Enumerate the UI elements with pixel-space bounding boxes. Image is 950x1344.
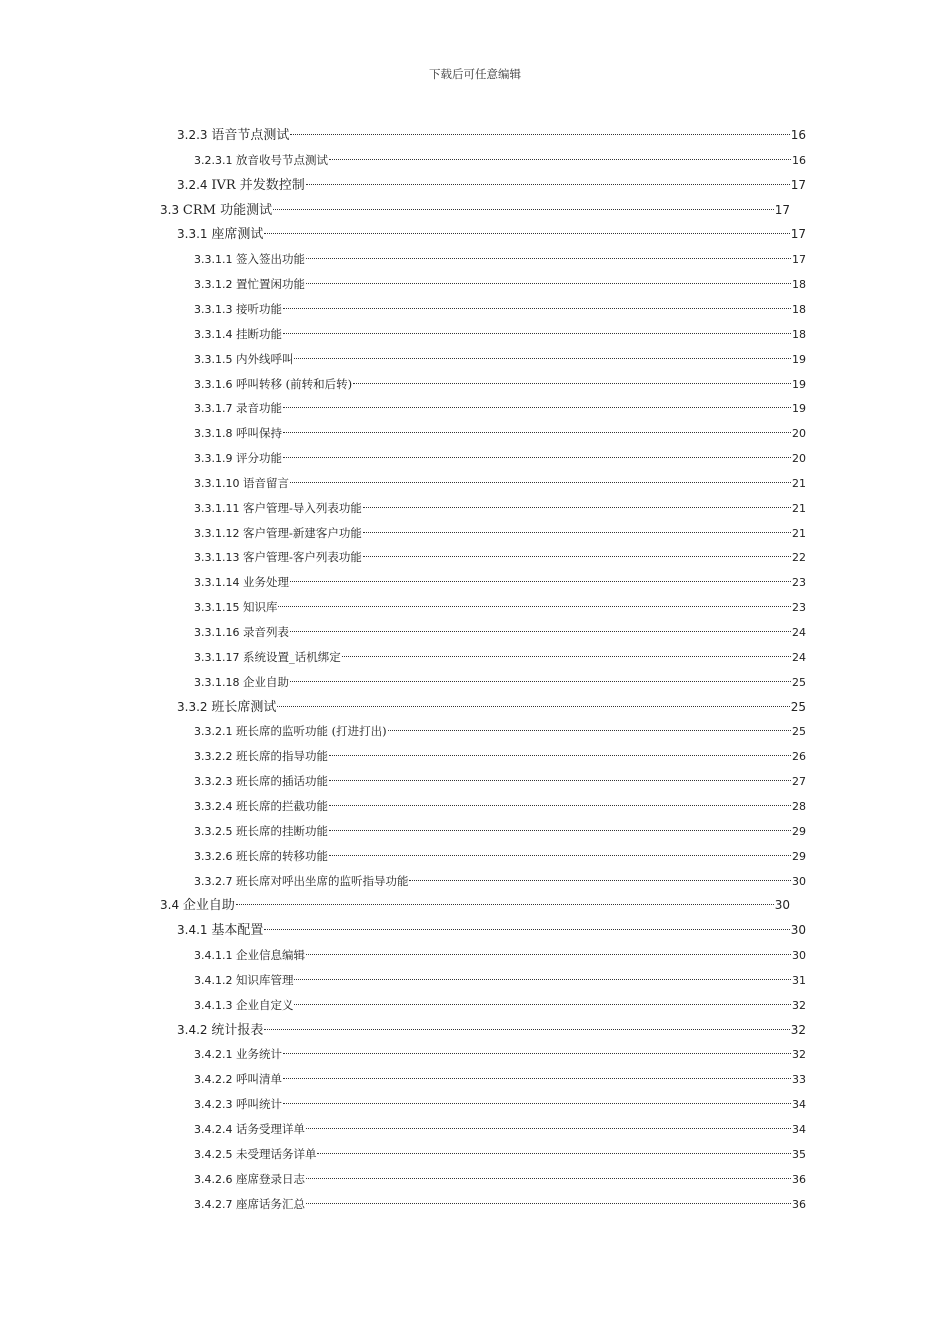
- toc-entry-title: 3.4.2 统计报表: [177, 1022, 264, 1038]
- toc-entry[interactable]: [194, 546, 806, 568]
- toc-entry[interactable]: [194, 870, 806, 892]
- toc-dot-leader: [236, 903, 774, 905]
- toc-entry[interactable]: [194, 323, 806, 345]
- toc-entry-title: 3.3.1.14 业务处理: [194, 575, 289, 590]
- toc-entry[interactable]: [194, 397, 806, 419]
- toc-entry[interactable]: [194, 1193, 806, 1215]
- toc-entry[interactable]: [194, 298, 806, 320]
- toc-entry[interactable]: [194, 522, 806, 544]
- toc-entry-title: 3.3.2.2 班长席的指导功能: [194, 749, 328, 764]
- toc-page-number: 36: [792, 1172, 806, 1186]
- toc-page-number: 31: [792, 973, 806, 987]
- toc-page-number: 17: [774, 202, 790, 217]
- toc-page-number: 32: [790, 1022, 806, 1037]
- toc-entry-title: 3.4.2.7 座席话务汇总: [194, 1196, 305, 1211]
- toc-entry[interactable]: [177, 1019, 806, 1041]
- toc-entry-title: 3.3.1.15 知识库: [194, 600, 278, 615]
- toc-page-number: 24: [792, 650, 806, 664]
- toc-entry[interactable]: [194, 745, 806, 767]
- toc-entry[interactable]: [177, 174, 806, 196]
- toc-page-number: 27: [792, 775, 806, 789]
- toc-dot-leader: [329, 829, 791, 831]
- toc-entry[interactable]: [177, 696, 806, 718]
- toc-page-number: 29: [792, 849, 806, 863]
- toc-dot-leader: [294, 1003, 791, 1005]
- toc-page-number: 32: [792, 998, 806, 1012]
- toc-dot-leader: [264, 232, 789, 234]
- toc-dot-leader: [306, 1127, 791, 1129]
- toc-dot-leader: [294, 978, 791, 980]
- toc-dot-leader: [294, 357, 791, 359]
- toc-entry-title: 3.2.4 IVR 并发数控制: [177, 177, 305, 193]
- toc-entry[interactable]: [194, 944, 806, 966]
- toc-page-number: 17: [790, 227, 806, 242]
- toc-entry-title: 3.4.2.3 呼叫统计: [194, 1097, 282, 1112]
- toc-entry-title: 3.3.1.1 签入签出功能: [194, 252, 305, 267]
- toc-entry[interactable]: [194, 1168, 806, 1190]
- toc-page-number: 16: [792, 153, 806, 167]
- toc-dot-leader: [290, 481, 791, 483]
- page-header: 下载后可任意编辑: [429, 67, 521, 81]
- toc-entry-title: 3.4.1.3 企业自定义: [194, 997, 294, 1012]
- toc-dot-leader: [264, 928, 789, 930]
- toc-entry-title: 3.3.2.6 班长席的转移功能: [194, 848, 328, 863]
- toc-entry[interactable]: [194, 845, 806, 867]
- toc-entry[interactable]: [194, 248, 806, 270]
- toc-entry[interactable]: [194, 422, 806, 444]
- toc-page-number: 16: [790, 128, 806, 142]
- toc-page-number: 35: [792, 1147, 806, 1161]
- toc-page-number: 20: [792, 427, 806, 441]
- toc-entry-title: 3.2.3 语音节点测试: [177, 128, 290, 143]
- toc-entry[interactable]: [194, 1118, 806, 1140]
- toc-page-number: 19: [792, 402, 806, 416]
- toc-dot-leader: [329, 804, 791, 806]
- toc-dot-leader: [290, 580, 791, 582]
- toc-entry-title: 3.3.1.2 置忙置闲功能: [194, 277, 305, 292]
- toc-entry[interactable]: [194, 1043, 806, 1065]
- toc-page-number: 19: [792, 377, 806, 391]
- toc-entry-title: 3.3.1.9 评分功能: [194, 451, 282, 466]
- toc-entry-title: 3.3.2.7 班长席对呼出坐席的监听指导功能: [194, 873, 409, 888]
- toc-dot-leader: [283, 307, 791, 309]
- toc-entry-title: 3.3.1.3 接听功能: [194, 301, 282, 316]
- toc-dot-leader: [278, 605, 791, 607]
- toc-entry[interactable]: [194, 1143, 806, 1165]
- toc-entry[interactable]: [194, 348, 806, 370]
- toc-entry-title: 3.3.1.5 内外线呼叫: [194, 351, 294, 366]
- toc-entry[interactable]: [194, 447, 806, 469]
- toc-dot-leader: [329, 854, 791, 856]
- toc-dot-leader: [306, 257, 791, 259]
- toc-page-number: 36: [792, 1197, 806, 1211]
- toc-entry[interactable]: [177, 919, 806, 941]
- toc-dot-leader: [283, 431, 791, 433]
- toc-entry[interactable]: [194, 969, 806, 991]
- toc-entry-title: 3.4 企业自助: [160, 898, 235, 914]
- toc-entry[interactable]: [194, 1068, 806, 1090]
- toc-page-number: 30: [774, 898, 790, 913]
- toc-entry-title: 3.3.1.4 挂断功能: [194, 326, 282, 341]
- toc-dot-leader: [277, 705, 789, 707]
- toc-page-number: 25: [792, 725, 806, 739]
- toc-entry[interactable]: [177, 223, 806, 245]
- toc-dot-leader: [329, 158, 791, 160]
- toc-dot-leader: [363, 531, 791, 533]
- toc-dot-leader: [363, 555, 791, 557]
- toc-dot-leader: [290, 630, 791, 632]
- toc-entry[interactable]: [194, 720, 806, 742]
- toc-dot-leader: [306, 183, 790, 185]
- toc-dot-leader: [264, 1028, 789, 1030]
- toc-entry[interactable]: [194, 273, 806, 295]
- toc-page-number: 24: [792, 626, 806, 639]
- toc-entry[interactable]: [160, 199, 790, 221]
- toc-page-number: 23: [792, 601, 806, 615]
- toc-page-number: 17: [790, 177, 806, 192]
- toc-page-number: 28: [792, 799, 806, 813]
- toc-page-number: 25: [790, 699, 806, 714]
- toc-entry-title: 3.3.2.3 班长席的插话功能: [194, 774, 328, 789]
- toc-dot-leader: [306, 1177, 791, 1179]
- toc-entry-title: 3.3.1.6 呼叫转移 (前转和后转): [194, 376, 353, 391]
- toc-entry-title: 3.3.1.8 呼叫保持: [194, 426, 282, 441]
- toc-dot-leader: [329, 779, 791, 781]
- toc-page-number: 19: [792, 352, 806, 366]
- toc-entry[interactable]: [194, 497, 806, 519]
- toc-entry[interactable]: [194, 646, 806, 668]
- toc-page-number: 22: [792, 551, 806, 565]
- toc-dot-leader: [290, 133, 789, 135]
- toc-dot-leader: [409, 879, 791, 881]
- toc-entry[interactable]: [177, 124, 806, 146]
- toc-entry[interactable]: [194, 373, 806, 395]
- toc-entry[interactable]: [194, 820, 806, 842]
- toc-page-number: 25: [792, 675, 806, 689]
- toc-dot-leader: [273, 208, 774, 210]
- toc-page-number: 32: [792, 1048, 806, 1062]
- toc-entry-title: 3.3.2.1 班长席的监听功能 (打进打出): [194, 724, 387, 739]
- toc-dot-leader: [283, 1052, 791, 1054]
- toc-entry-title: 3.4.2.5 未受理话务详单: [194, 1146, 317, 1161]
- toc-entry-title: 3.3.1 座席测试: [177, 227, 264, 243]
- toc-page-number: 21: [792, 476, 806, 490]
- toc-entry[interactable]: [160, 894, 790, 916]
- toc-entry-title: 3.4.2.4 话务受理详单: [194, 1122, 305, 1136]
- toc-dot-leader: [290, 680, 791, 682]
- toc-entry-title: 3.4.1 基本配置: [177, 923, 264, 939]
- toc-entry[interactable]: [194, 1093, 806, 1115]
- toc-dot-leader: [363, 506, 791, 508]
- toc-entry-title: 3.3.1.13 客户管理-客户列表功能: [194, 550, 362, 565]
- toc-page-number: 30: [790, 923, 806, 938]
- toc-page-number: 30: [792, 949, 806, 963]
- toc-entry[interactable]: [194, 994, 806, 1016]
- toc-entry[interactable]: [194, 795, 806, 817]
- toc-page-number: 34: [792, 1098, 806, 1112]
- toc-page-number: 18: [792, 278, 806, 292]
- toc-entry-title: 3.3.2 班长席测试: [177, 699, 277, 715]
- toc-dot-leader: [388, 729, 791, 731]
- toc-page-number: 21: [792, 501, 806, 515]
- toc-dot-leader: [283, 332, 791, 334]
- toc-dot-leader: [342, 655, 791, 657]
- toc-dot-leader: [283, 1077, 791, 1079]
- toc-dot-leader: [329, 754, 791, 756]
- toc-entry-title: 3.3.1.10 语音留言: [194, 475, 289, 490]
- toc-dot-leader: [306, 282, 791, 284]
- toc-page-number: 33: [792, 1073, 806, 1087]
- toc-page-number: 21: [792, 526, 806, 540]
- toc-dot-leader: [306, 953, 791, 955]
- toc-dot-leader: [353, 382, 791, 384]
- toc-page-number: 17: [792, 253, 806, 267]
- toc-entry[interactable]: [194, 571, 806, 593]
- toc-dot-leader: [306, 1202, 791, 1204]
- toc-dot-leader: [283, 1102, 791, 1104]
- toc-entry-title: 3.4.2.6 座席登录日志: [194, 1171, 305, 1186]
- toc-entry-title: 3.3.2.5 班长席的挂断功能: [194, 823, 328, 838]
- toc-entry-title: 3.4.2.1 业务统计: [194, 1047, 282, 1062]
- toc-entry-title: 3.3.1.18 企业自助: [194, 674, 289, 689]
- toc-entry-title: 3.3.1.12 客户管理-新建客户功能: [194, 525, 362, 540]
- toc-entry[interactable]: [194, 671, 806, 693]
- toc-entry-title: 3.3.1.17 系统设置_话机绑定: [194, 649, 341, 664]
- toc-page-number: 23: [792, 576, 806, 590]
- toc-entry-title: 3.4.1.1 企业信息编辑: [194, 948, 305, 963]
- toc-page-number: 26: [792, 750, 806, 764]
- toc-entry-title: 3.3.1.7 录音功能: [194, 401, 282, 416]
- toc-entry-title: 3.3.1.11 客户管理-导入列表功能: [194, 500, 362, 515]
- toc-entry[interactable]: [194, 596, 806, 618]
- toc-dot-leader: [283, 456, 791, 458]
- toc-page-number: 18: [792, 302, 806, 316]
- toc-entry[interactable]: [194, 472, 806, 494]
- toc-page-number: 29: [792, 824, 806, 838]
- toc-entry-title: 3.4.2.2 呼叫清单: [194, 1072, 282, 1087]
- toc-page-number: 18: [792, 327, 806, 341]
- toc-entry-title: 3.3 CRM 功能测试: [160, 202, 273, 218]
- toc-entry[interactable]: [194, 770, 806, 792]
- toc-page-number: 34: [792, 1123, 806, 1136]
- toc-page-number: 30: [792, 874, 806, 888]
- toc-entry-title: 3.4.1.2 知识库管理: [194, 972, 294, 987]
- toc-entry-title: 3.3.1.16 录音列表: [194, 625, 289, 639]
- toc-dot-leader: [283, 406, 791, 408]
- toc-dot-leader: [317, 1152, 791, 1154]
- toc-entry[interactable]: [194, 149, 806, 171]
- toc-entry-title: 3.3.2.4 班长席的拦截功能: [194, 798, 328, 813]
- toc-page-number: 20: [792, 452, 806, 466]
- toc-entry-title: 3.2.3.1 放音收号节点测试: [194, 152, 328, 167]
- toc-entry[interactable]: [194, 621, 806, 643]
